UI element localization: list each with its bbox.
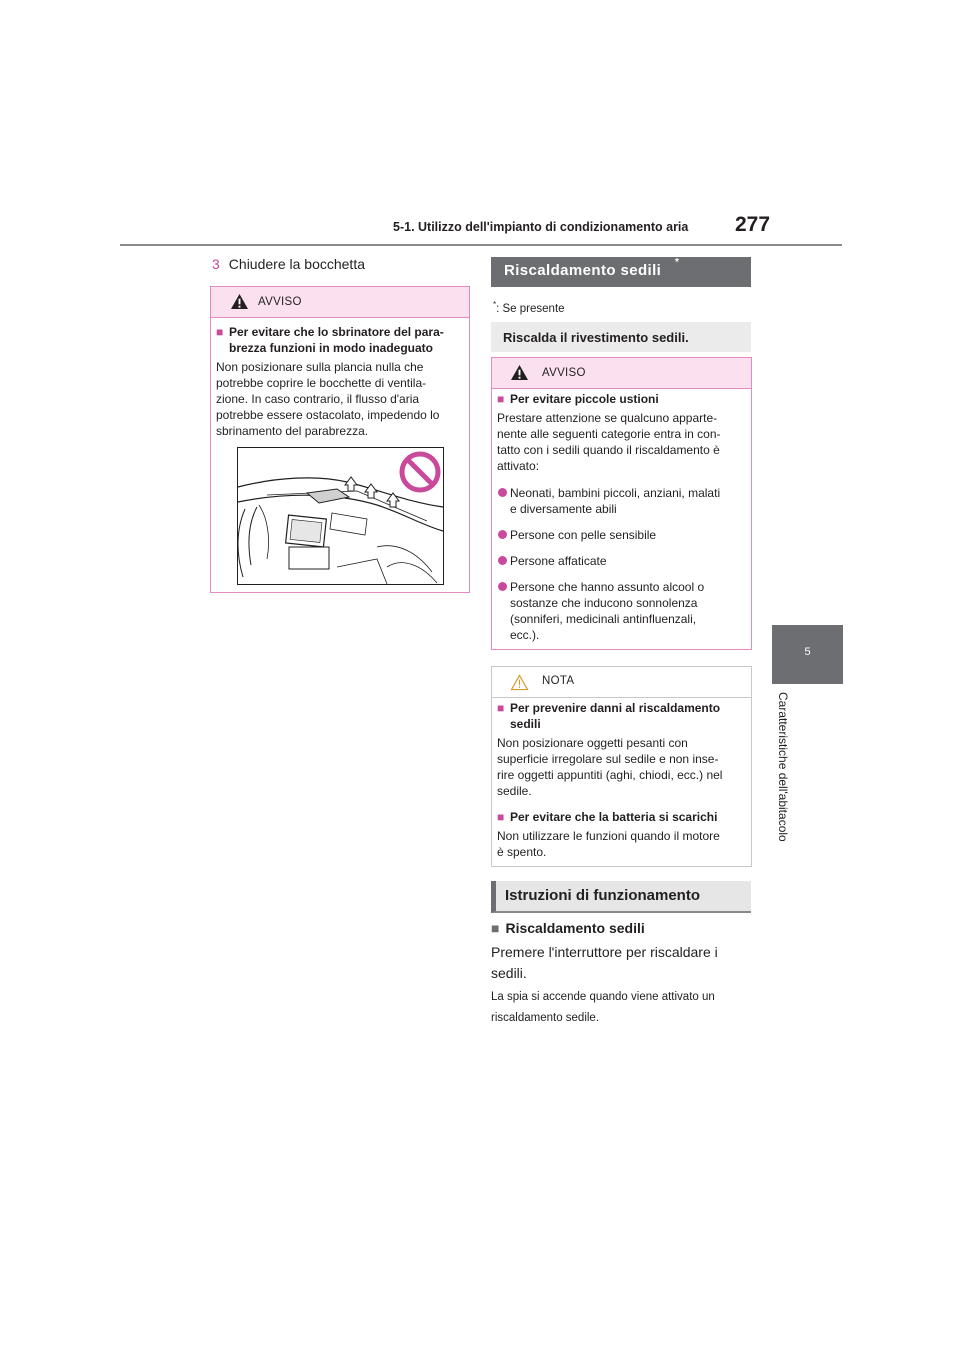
left-warning-body [216, 359, 468, 439]
instructions-sub-heading [491, 920, 645, 936]
chapter-title-text: Caratteristiche dell'abitacolo [776, 692, 790, 842]
instructions-body [491, 942, 751, 984]
right-warning-bullet [497, 579, 747, 643]
nota-item2-heading [497, 809, 747, 825]
nota-header [492, 667, 751, 698]
right-warning-intro [497, 410, 749, 474]
warning-triangle-icon [230, 293, 249, 310]
nota-item1-body [497, 735, 749, 799]
nota-body-line: sedile. [497, 784, 532, 798]
seat-heating-title-marker: * [675, 257, 679, 268]
square-bullet-icon: ■ [497, 701, 505, 715]
nota-body-line: è spento. [497, 845, 547, 859]
right-warning-heading [497, 391, 747, 407]
seat-heating-title: Riscaldamento sedili [504, 262, 662, 279]
caution-triangle-outline-icon [510, 674, 529, 691]
nota-item1-heading [497, 700, 747, 732]
left-warning-body-line: sbrinamento del parabrezza. [216, 424, 369, 438]
bullet-dot-icon [498, 488, 507, 497]
left-warning-body-line: Non posizionare sulla plancia nulla che [216, 360, 424, 374]
left-warning-box [210, 286, 470, 593]
header-rule [120, 244, 842, 246]
step-line [212, 256, 365, 272]
right-warning-heading-text: Per evitare piccole ustioni [510, 392, 659, 406]
bullet-line: sostanze che inducono sonnolenza [510, 596, 698, 610]
nota-item1-heading-line: Per prevenire danni al riscaldamento [510, 701, 721, 715]
bullet-line: Neonati, bambini piccoli, anziani, malati [510, 486, 721, 500]
chapter-title [776, 692, 812, 892]
right-warning-bullet [497, 553, 747, 569]
bullet-line: (sonniferi, medicinali antinfluenzali, [510, 612, 697, 626]
seat-heating-subtitle: Riscalda il rivestimento sedili. [503, 330, 689, 345]
left-warning-label: AVVISO [258, 296, 302, 308]
right-warning-intro-line: nente alle seguenti categorie entra in con- [497, 427, 721, 441]
seat-heating-title-band [491, 257, 751, 287]
bullet-line: Persone affaticate [510, 554, 607, 568]
step-text: Chiudere la bocchetta [228, 256, 365, 272]
nota-box [491, 666, 752, 867]
warning-triangle-icon [510, 364, 529, 381]
right-warning-header [492, 358, 751, 389]
seat-heating-subtitle-band [491, 322, 751, 352]
nota-item1-heading-line: sedili [510, 717, 541, 731]
bullet-dot-icon [498, 582, 507, 591]
step-number: 3 [212, 256, 220, 272]
right-warning-bullet [497, 527, 747, 543]
left-warning-heading-line2: brezza funzioni in modo inadeguato [229, 341, 433, 355]
instructions-sub-heading-text: Riscaldamento sedili [505, 920, 645, 936]
right-warning-intro-line: tatto con i sedili quando il riscaldamento è [497, 443, 720, 457]
nota-label: NOTA [542, 675, 575, 687]
nota-item2-body [497, 828, 749, 860]
nota-item2-heading-text: Per evitare che la batteria si scarichi [510, 810, 718, 824]
right-warning-intro-line: Prestare attenzione se qualcuno apparte- [497, 411, 718, 425]
bullet-line: e diversamente abili [510, 502, 617, 516]
square-bullet-icon: ■ [497, 392, 505, 406]
instructions-note [491, 987, 751, 1029]
left-warning-body-line: potrebbe essere ostacolato, impedendo lo [216, 408, 440, 422]
nota-body-line: superficie irregolare sul sedile e non inse- [497, 752, 719, 766]
square-bullet-icon: ■ [497, 810, 505, 824]
square-bullet-icon: ■ [491, 920, 500, 936]
right-warning-intro-line: attivato: [497, 459, 540, 473]
instructions-note-line: riscaldamento sedile. [491, 1012, 600, 1024]
right-warning-box [491, 357, 752, 650]
left-warning-heading-line1: Per evitare che lo sbrinatore del para- [229, 325, 444, 339]
instructions-body-line: Premere l'interruttore per riscaldare i [491, 944, 718, 960]
nota-body-line: rire oggetti appuntiti (aghi, chiodi, ecc.) nel [497, 768, 723, 782]
dashboard-illustration [237, 447, 444, 585]
bullet-dot-icon [498, 556, 507, 565]
right-warning-label: AVVISO [542, 367, 586, 379]
bullet-line: Persone che hanno assunto alcool o [510, 580, 705, 594]
instructions-title: Istruzioni di funzionamento [505, 887, 700, 904]
footnote-marker: * [493, 300, 497, 309]
instructions-note-line: La spia si accende quando viene attivato un [491, 991, 715, 1003]
nota-body-line: Non utilizzare le funzioni quando il motore [497, 829, 720, 843]
left-warning-body-line: zione. In caso contrario, il flusso d'aria [216, 392, 420, 406]
square-bullet-icon: ■ [216, 325, 224, 339]
chapter-tab: 5 [772, 625, 843, 684]
left-warning-body-line: potrebbe coprire le bocchette di ventila- [216, 376, 427, 390]
right-warning-bullet [497, 485, 747, 517]
left-warning-header [211, 287, 469, 318]
footnote-text: : Se presente [496, 302, 565, 315]
instructions-body-line: sedili. [491, 965, 527, 981]
bullet-dot-icon [498, 530, 507, 539]
bullet-line: ecc.). [510, 628, 540, 642]
bullet-line: Persone con pelle sensibile [510, 528, 657, 542]
section-title: 5-1. Utilizzo dell'impianto di condizionamento aria [393, 220, 689, 234]
left-warning-heading [216, 324, 466, 356]
nota-body-line: Non posizionare oggetti pesanti con [497, 736, 688, 750]
page-number: 277 [735, 213, 771, 236]
footnote [493, 300, 565, 315]
instructions-title-band [491, 881, 751, 913]
